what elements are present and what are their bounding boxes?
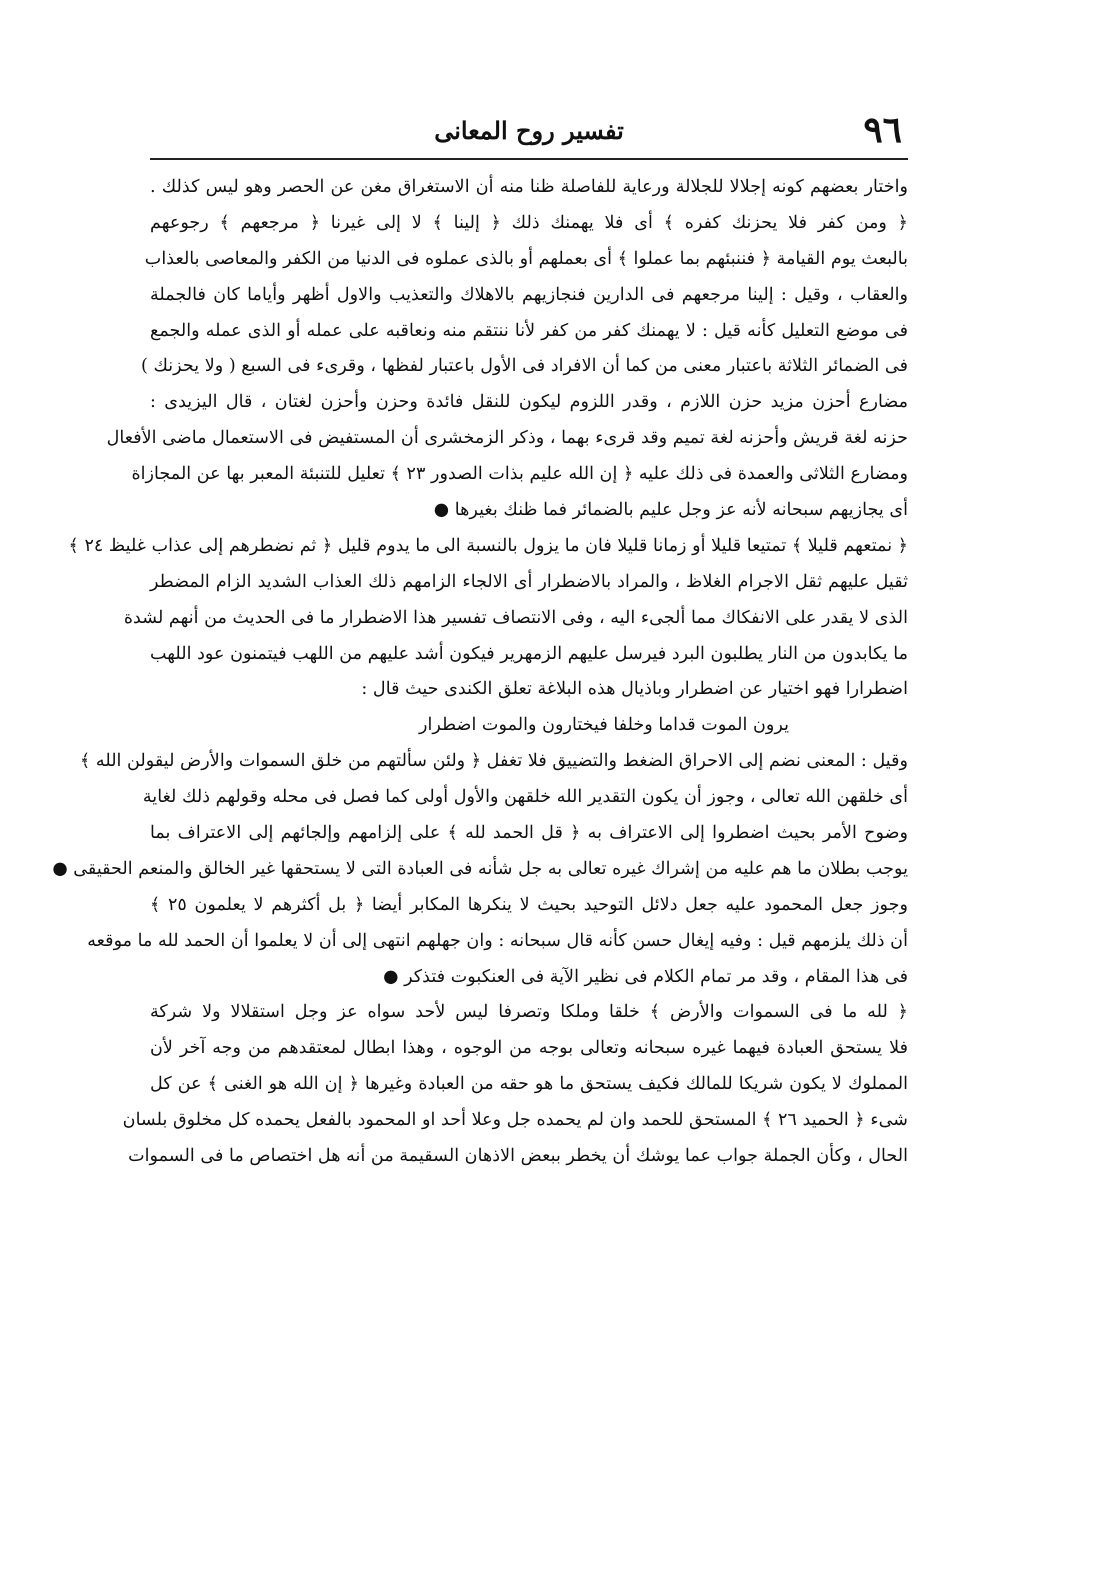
page-header bbox=[150, 102, 908, 160]
text-line: المملوك لا يكون شريكا للمالك فكيف يستحق ما هو حقه من العبادة وغيرها ﴿ إن الله هو الغنى ﴾ عن كل bbox=[150, 1074, 908, 1095]
text-line: وجوز جعل المحمود عليه جعل دلائل التوحيد بحيث لا ينكرها المكابر أيضا ﴿ بل أكثرهم لا يعلمون ٢٥ ﴾ bbox=[150, 894, 908, 915]
text-line: ما يكابدون من النار يطلبون البرد فيرسل عليهم الزمهرير فيكون أشد عليهم من اللهب فيتمنون عود اللهب bbox=[150, 643, 908, 664]
text-line: أن ذلك يلزمهم قيل : وفيه إيغال حسن كأنه قال سبحانه : وان جهلهم انتهى إلى أن لا يعلموا أن الحمد لله ما موقعه bbox=[87, 930, 908, 951]
text-line: وضوح الأمر بحيث اضطروا إلى الاعتراف به ﴿ قل الحمد لله ﴾ على إلزامهم وإلجائهم إلى الاعتراف بما bbox=[150, 823, 908, 844]
running-title: تفسير روح المعانى bbox=[434, 116, 624, 145]
text-line: ﴿ نمتعهم قليلا ﴾ تمتيعا قليلا أو زمانا قليلا فان ما يزول بالنسبة الى ما يدوم قليل ﴿ ثم نضطرهم إلى عذاب غليظ ٢٤ ﴾ bbox=[68, 535, 908, 556]
text-line: أى خلقهن الله تعالى ، وجوز أن يكون التقدير الله خلقهن والأول أولى كما فصل فى محله وقولهم ذلك لغاية bbox=[142, 787, 908, 808]
text-line: ﴿ ومن كفر فلا يحزنك كفره ﴾ أى فلا يهمنك ذلك ﴿ إلينا ﴾ لا إلى غيرنا ﴿ مرجعهم ﴾ رجوعهم bbox=[150, 212, 908, 233]
commentary-text bbox=[52, 170, 908, 1175]
text-line: ومضارع الثلاثى والعمدة فى ذلك عليه ﴿ إن الله عليم بذات الصدور ٢٣ ﴾ تعليل للتنبئة المعبر بها عن المجازاة bbox=[131, 464, 908, 485]
text-line: فى موضع التعليل كأنه قيل : لا يهمنك كفر من كفر لأنا ننتقم منه ونعاقبه على عمله أو الذى عمله والجمع bbox=[150, 320, 908, 341]
text-line: شىء ﴿ الحميد ٢٦ ﴾ المستحق للحمد وان لم يحمده جل وعلا أحد او المحمود بالفعل يحمده كل مخلوق بلسان bbox=[122, 1110, 908, 1131]
poetry-verse: يرون الموت قداما وخلفا فيختارون والموت اضطرار bbox=[418, 715, 789, 736]
text-line: أى يجازيهم سبحانه لأنه عز وجل عليم بالضمائر فما ظنك بغيرها ● bbox=[433, 500, 908, 521]
text-line: اضطرارا فهو اختيار عن اضطرار وباذيال هذه البلاغة تعلق الكندى حيث قال : bbox=[361, 679, 908, 700]
text-line: فى هذا المقام ، وقد مر تمام الكلام فى نظير الآية فى العنكبوت فتذكر ● bbox=[383, 966, 908, 987]
text-line: فلا يستحق العبادة فيهما غيره سبحانه وتعالى بوجه من الوجوه ، وهذا ابطال لمعتقدهم من وجه آخر لأن bbox=[150, 1038, 908, 1059]
text-line: الحال ، وكأن الجملة جواب عما يوشك أن يخطر ببعض الاذهان السقيمة من أنه هل اختصاص ما فى السموات bbox=[128, 1146, 908, 1167]
text-line: والعقاب ، وقيل : إلينا مرجعهم فى الدارين فنجازيهم بالاهلاك والتعذيب والاول أظهر وأياما كان فالجملة bbox=[150, 284, 908, 305]
text-line: الذى لا يقدر على الانفكاك مما ألجىء اليه ، وفى الانتصاف تفسير هذا الاضطرار ما فى الحديث من أنهم لشدة bbox=[123, 607, 908, 628]
page-number: ٩٦ bbox=[863, 109, 902, 151]
text-line: مضارع أحزن مزيد حزن اللازم ، وقدر اللزوم ليكون للنقل فائدة وحزن وأحزن لغتان ، قال اليزيدى : bbox=[150, 392, 908, 413]
text-line: حزنه لغة قريش وأحزنه لغة تميم وقد قرىء بهما ، وذكر الزمخشرى أن المستفيض فى الاستعمال ماضى الأفعال bbox=[106, 428, 908, 449]
text-line: فى الضمائر الثلاثة باعتبار معنى من كما أن الافراد فى الأول باعتبار لفظها ، وقرىء فى السبع ( ولا يحزنك ) bbox=[140, 356, 908, 377]
text-line: ﴿ لله ما فى السموات والأرض ﴾ خلقا وملكا وتصرفا ليس لأحد سواه عز وجل استقلالا ولا شركة bbox=[150, 1002, 908, 1023]
text-line: ثقيل عليهم ثقل الاجرام الغلاظ ، والمراد بالاضطرار أى الالجاء الزامهم ذلك العذاب الشديد الزام المضطر bbox=[150, 571, 908, 592]
text-line: وقيل : المعنى نضم إلى الاحراق الضغط والتضييق فلا تغفل ﴿ ولئن سألتهم من خلق السموات والأرض ليقولن الله ﴾ bbox=[80, 751, 908, 772]
text-line: واختار بعضهم كونه إجلالا للجلالة ورعاية للفاصلة ظنا منه أن الاستغراق مغن عن الحصر وهو ليس كذلك . bbox=[150, 177, 908, 197]
text-line: يوجب بطلان ما هم عليه من إشراك غيره تعالى به جل شأنه فى العبادة التى لا يستحقها غير الخالق والمنعم الحقيقى ● bbox=[52, 858, 908, 879]
text-line: بالبعث يوم القيامة ﴿ فننبئهم بما عملوا ﴾ أى بعملهم أو بالذى عملوه فى الدنيا من الكفر والمعاصى بالعذاب bbox=[144, 248, 908, 269]
